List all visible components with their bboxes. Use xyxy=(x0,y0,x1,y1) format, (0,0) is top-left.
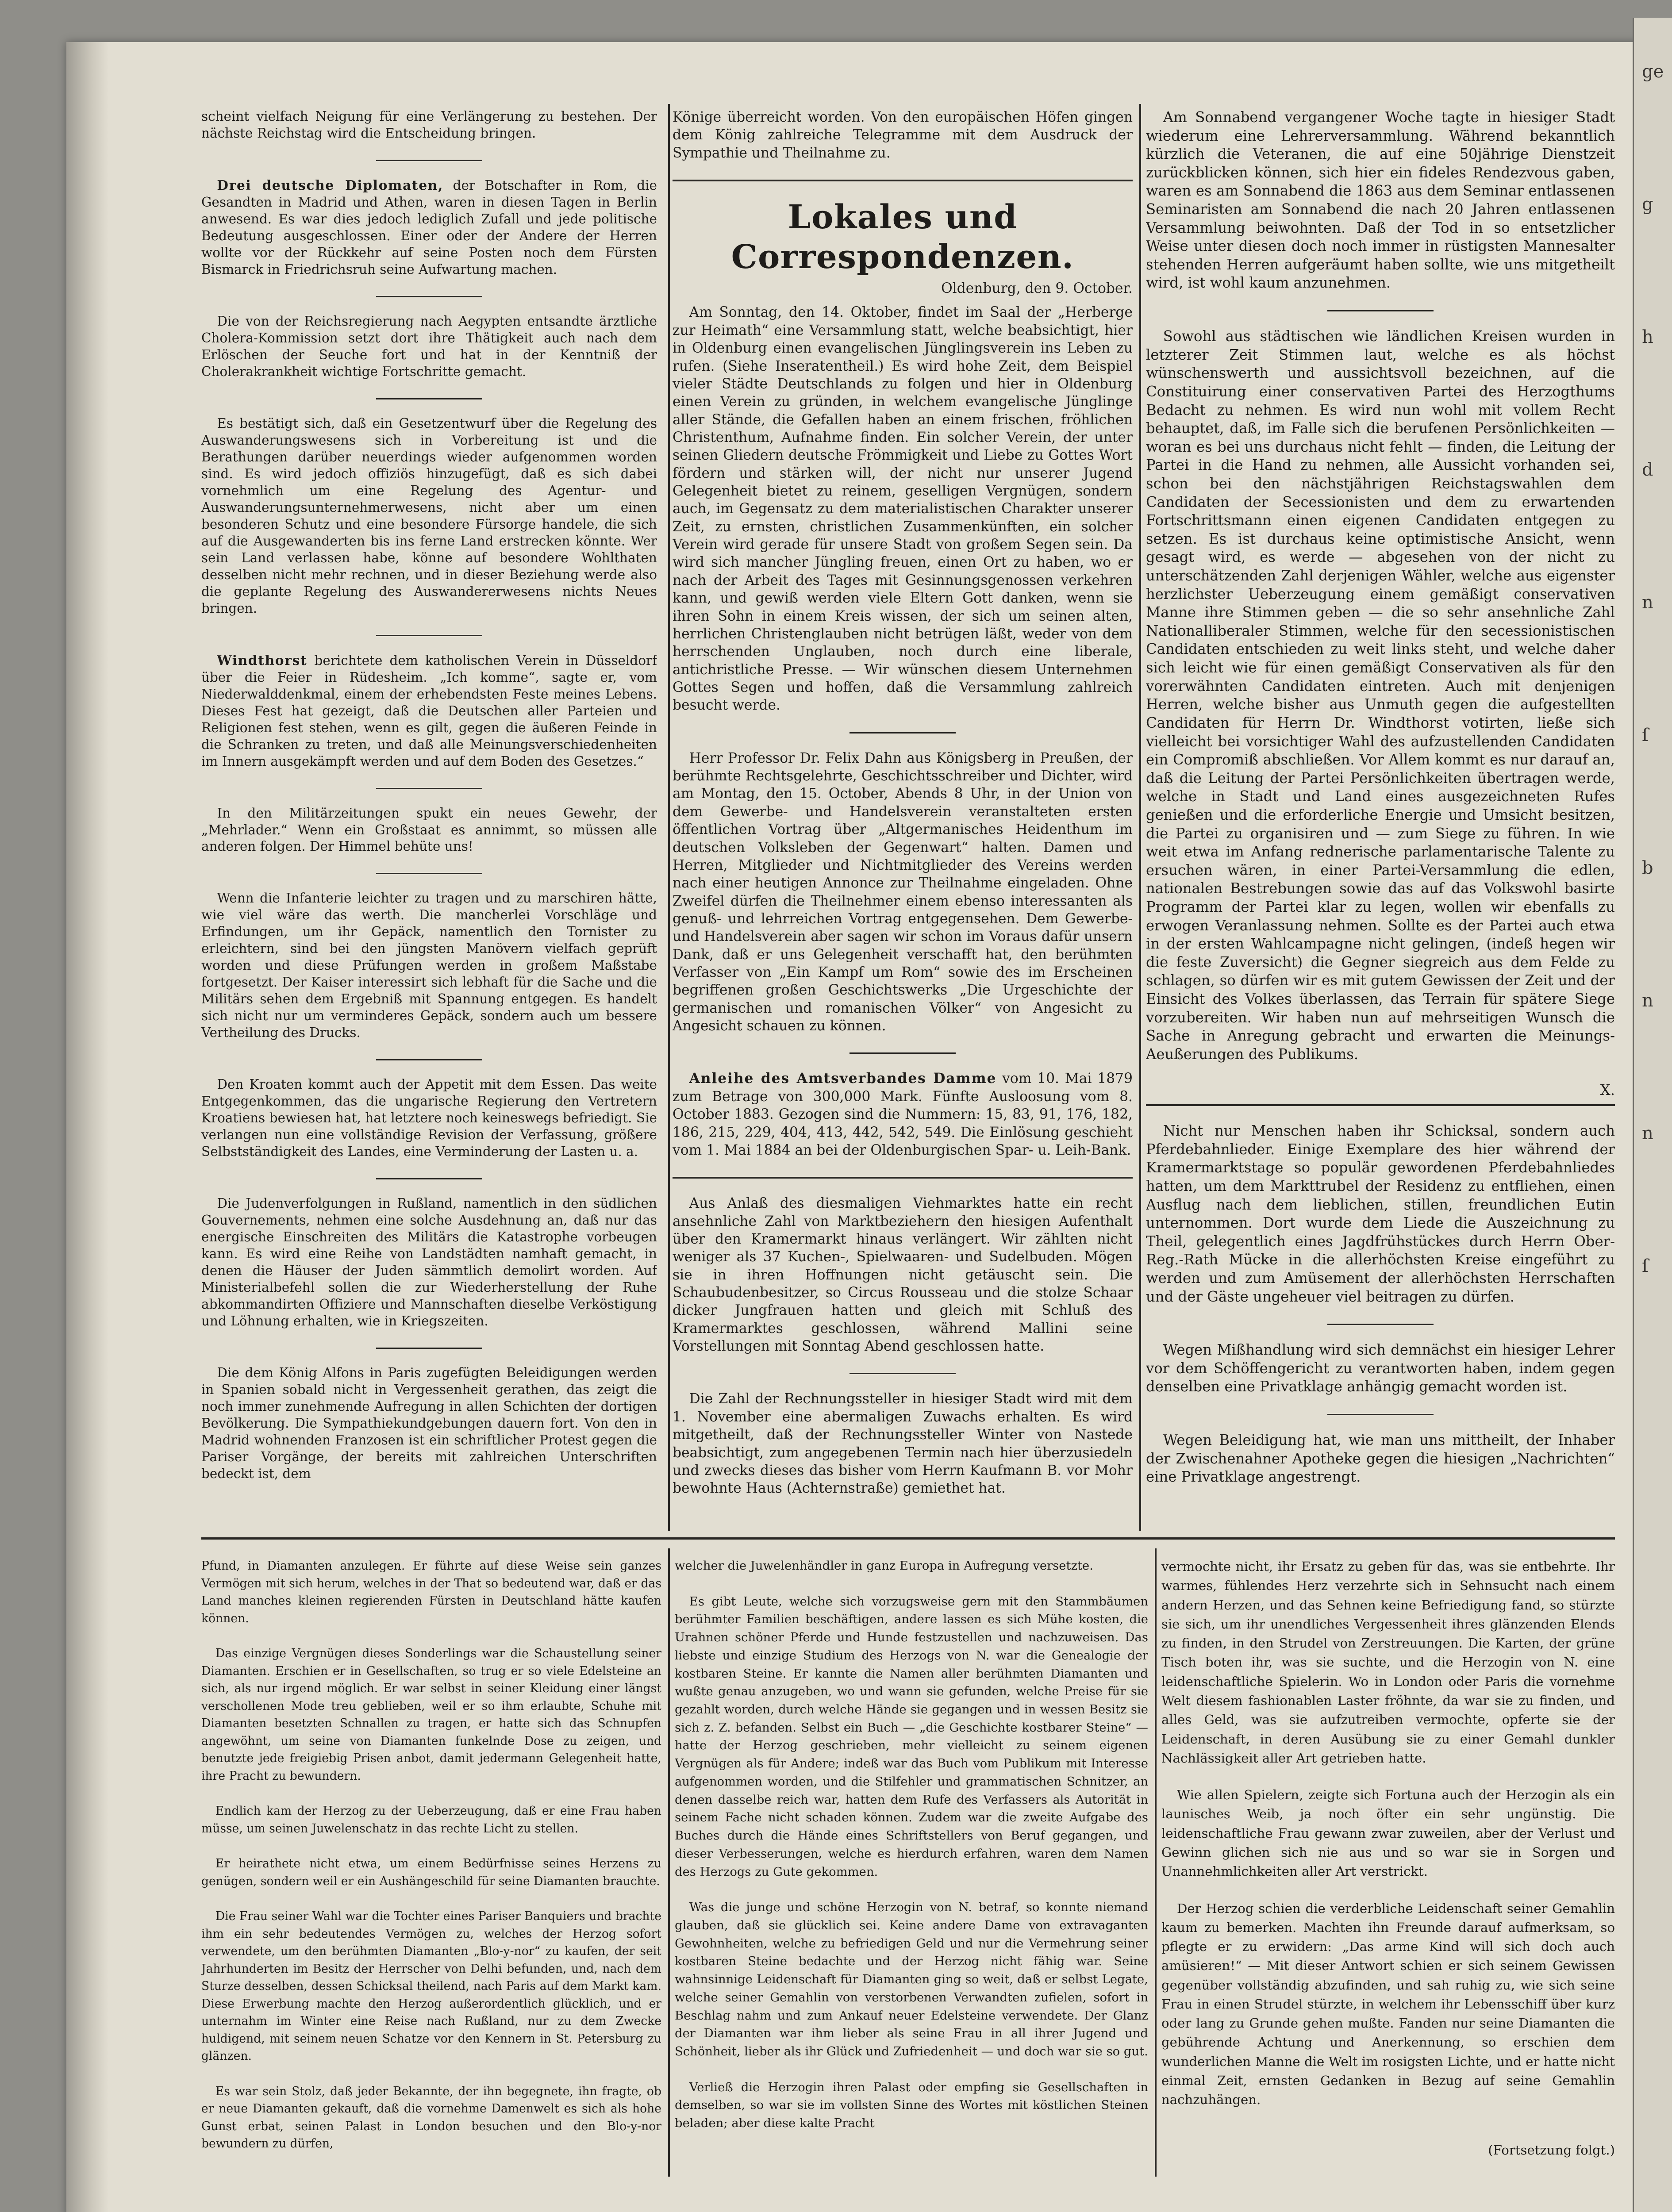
article-separator xyxy=(376,296,482,297)
article-paragraph xyxy=(673,303,1133,714)
edge-text-fragment: ge xyxy=(1642,61,1664,82)
continuation-note: (Fortsetzung folgt.) xyxy=(1488,2142,1615,2158)
article-text: vermochte nicht, ihr Ersatz zu geben für das, was sie entbehrte. Ihr warmes, fühlendes Herz verzehrte sich in Sehnsucht nach einem andern Herzen, und das Sehnen keine Befriedigung fand, so stürzte sie sich, um ihr unendliches Vergessenheit ihres glänzenden Elends zu finden, in den Strudel von Zerstreuungen. Die Karten, der grüne Tisch boten ihr, was sie suchte, und die Herzogin von N. eine leidenschaftliche Spielerin. Wo in London oder Paris die vornehme Welt diesem fashionablen Laster fröhnte, da war sie zu finden, und alles Geld, was sie aufzutreiben vermochte, opferte sie der Leidenschaft, in deren Ausübung sie zu einer Gemahl dunkler Nachlässigkeit aller Art getrieben hatte. xyxy=(1161,1559,1615,1766)
article-text: Die von der Reichsregierung nach Aegypten entsandte ärztliche Cholera-Kommission setzt dort ihre Thätigkeit auch nach dem Erlöschen der Seuche fort und hat in der Kenntniß der Cholerakrankheit wichtige Fortschritte gemacht. xyxy=(201,313,657,379)
column-rule-1 xyxy=(668,104,670,1531)
article-lead: Anleihe des Amtsverbandes Damme xyxy=(689,1071,997,1087)
dateline: Oldenburg, den 9. October. xyxy=(941,280,1133,297)
article-text: Endlich kam der Herzog zu der Ueberzeugung, daß er eine Frau haben müsse, um seinen Juwelenschatz in das rechte Licht zu stellen. xyxy=(201,1804,661,1836)
article-separator xyxy=(376,1059,482,1060)
article-text: scheint vielfach Neigung für eine Verlängerung zu bestehen. Der nächste Reichstag wird die Entscheidung bringen. xyxy=(201,109,657,141)
article-text: Es bestätigt sich, daß ein Gesetzentwurf über die Regelung des Auswanderungswesens sich in Vorbereitung ist und die Berathungen darüber neuerdings wieder aufgenommen worden sind. Es wird jedoch offiziös hinzugefügt, daß es sich dabei vornehmlich um eine Regelung des Agentur- und Auswanderungsunternehmerwesens, nicht aber um einen besonderen Schutz und eine besondere Fürsorge handele, die sich auf die Ausgewanderten bis ins ferne Land erstrecken könnte. Wer sein Land verlassen habe, könne auf besondere Wohlthaten desselben nicht mehr rechnen, und in dieser Beziehung werde also die geplante Regelung des Auswandererwesens nichts Neues bringen. xyxy=(201,415,657,616)
edge-text-fragment: b xyxy=(1642,858,1653,878)
article-paragraph xyxy=(1146,108,1615,292)
article-text: Am Sonntag, den 14. Oktober, findet im Saal der „Herberge zur Heimath“ eine Versammlung statt, welche beabsichtigt, hier in Oldenburg einen evangelischen Jünglingsverein ins Leben zu rufen. (Siehe Inseratentheil.) Es wird hohe Zeit, dem Beispiel vieler Städte Deutschlands zu folgen und hier in Oldenburg einen Verein zu gründen, in welchem evangelische Jünglinge aller Stände, die Gefallen haben an einem frischen, fröhlichen Christenthum, Aufnahme finden. Ein solcher Verein, der unter seinen Gliedern deutsche Frömmigkeit und Liebe zu Gottes Wort fördern und stärken will, der nicht nur unserer Jugend Gelegenheit bietet zu reinem, geselligen Vergnügen, sondern auch, im Gegensatz zu dem materialistischen Charakter unserer Zeit, zu ernsten, christlichen Zusammenkünften, ein solcher Verein wird gerade für unsere Stadt von großem Segen sein. Da wird sich mancher Jüngling freuen, einen Ort zu haben, wo er nach der Arbeit des Tages mit Gesinnungsgenossen verkehren kann, und gewiß werden viele Eltern Gott danken, wenn sie ihren Sohn in einem Kreis wissen, der sich um seinen alten, herrlichen Christenglauben nicht betrügen läßt, weder von dem herrschenden Unglauben, noch durch eine liberale, antichristliche Presse. — Wir wünschen diesem Unternehmen Gottes Segen und hoffen, daß die Versammlung zahlreich besucht werde. xyxy=(673,304,1133,714)
article-paragraph xyxy=(201,1855,661,1890)
article-separator xyxy=(376,788,482,789)
article-paragraph xyxy=(201,1645,661,1785)
article-paragraph xyxy=(675,2079,1148,2133)
article-text: Den Kroaten kommt auch der Appetit mit dem Essen. Das weite Entgegenkommen, das die ungarische Regierung den Vertretern Kroatiens bewiesen hat, hat letztere noch keineswegs befriedigt. Sie verlangen nun eine vollständige Revision der Verfassung, größere Selbstständigkeit des Landes, eine Verminderung der Lasten u. a. xyxy=(201,1077,657,1160)
article-text: Verließ die Herzogin ihren Palast oder empfing sie Gesellschaften in demselben, so war sie im vollsten Sinne des Wortes mit köstlichen Steinen beladen; aber diese kalte Pracht xyxy=(675,2080,1148,2131)
adjacent-page-edge xyxy=(1633,18,1672,2212)
article-text: Herr Professor Dr. Felix Dahn aus Königsberg in Preußen, der berühmte Rechtsgelehrte, Geschichtsschreiber und Dichter, wird am Montag, den 15. October, Abends 8 Uhr, in der Union von dem Gewerbe- und Handelsverein veranstalteten ersten öffentlichen Vortrag über „Altgermanisches Heidenthum im deutschen Volksleben der Gegenwart“ halten. Damen und Herren, Mitglieder und Nichtmitglieder des Vereins werden nach einer heutigen Annonce zur Theilnahme eingeladen. Ohne Zweifel dürfen die Theilnehmer einem ebenso interessanten als genuß- und lehrreichen Vortrag entgegensehen. Dem Gewerbe- und Handelsverein aber sagen wir schon im Voraus dafür unsern Dank, daß er uns Gelegenheit verschafft hat, den berühmten Verfasser von „Ein Kampf um Rom“ sowie des im Erscheinen begriffenen großen Geschichtswerks „Die Urgeschichte der germanischen und romanischen Völker“ von Angesicht zu Angesicht schauen zu können. xyxy=(673,750,1133,1034)
article-separator xyxy=(376,160,482,161)
article-paragraph xyxy=(673,1194,1133,1355)
article-text: der Botschafter in Rom, die Gesandten in Madrid und Athen, waren in diesen Tagen in Berlin anwesend. Es war dies jedoch lediglich Zufall und jede politische Bedeutung ausgeschlossen. Einer oder der Andere der Herren wollte vor der Rückkehr auf seine Posten noch dem Fürsten Bismarck in Friedrichsruh seine Aufwartung machen. xyxy=(201,177,657,277)
article-text: Der Herzog schien die verderbliche Leidenschaft seiner Gemahlin kaum zu bemerken. Machten ihn Freunde darauf aufmerksam, so pflegte er zu erwidern: „Das arme Kind will sich doch auch amüsieren!“ — Mit dieser Antwort schien er sich seinem Gewissen gegenüber vollständig abzufinden, und sah ruhig zu, wie sich seine Frau in einen Strudel stürzte, in welchem ihr Lebensschiff über kurz oder lang zu Grunde gehen mußte. Fanden nur seine Diamanten die gebührende Achtung und Anerkennung, so erschien dem wunderlichen Manne die Welt im rosigsten Lichte, und er hatte nicht einmal Zeit, ernsten Gedanken in Bezug auf seine Gemahlin nachzuhängen. xyxy=(1161,1901,1615,2108)
article-paragraph xyxy=(201,177,657,278)
article-separator xyxy=(849,732,956,733)
top-column-2 xyxy=(673,108,1133,1515)
article-separator xyxy=(376,398,482,399)
article-text: Die Judenverfolgungen in Rußland, namentlich in den südlichen Gouvernements, nehmen eine solche Ausdehnung an, daß nur das energische Einschreiten des Militärs die Katastrophe vorbeugen kann. Es wird eine Reihe von Landstädten namhaft gemacht, in denen die Häuser der Juden sämmtlich demolirt worden. Auf Ministerialbefehl sollen die zur Wiederherstellung der Ruhe abkommandirten Offiziere und Mannschaften dieselbe Verköstigung und Löhnung erhalten, wie in Kriegszeiten. xyxy=(201,1196,657,1329)
article-paragraph xyxy=(673,1070,1133,1159)
section-rule xyxy=(1146,1104,1615,1106)
article-text: Was die junge und schöne Herzogin von N. betraf, so konnte niemand glauben, daß sie glücklich sei. Keine andere Dame von extravaganten Gewohnheiten, welche zu befriedigen Geld und nur die Vermehrung seiner kostbaren Steine bedachte und der Herzog nicht fähig war. Seine wahnsinnige Leidenschaft für Diamanten ging so weit, daß er selbst Legate, welche seiner Gemahlin von verstorbenen Verwandten zufielen, sofort in Beschlag nahm und zum Ankauf neuer Edelsteine verwendete. Der Glanz der Diamanten war ihm lieber als seine Frau in all ihrer Jugend und Schönheit, lieber als ihr Glück und Zufriedenheit — und doch war sie so gut. xyxy=(675,1901,1148,2058)
article-text: vom 10. Mai 1879 zum Betrage von 300,000 Mark. Fünfte Ausloosung vom 8. October 1883. Gezogen sind die Nummern: 15, 83, 91, 176, 182, 186, 215, 229, 404, 413, 442, 542, 549. Die Einlösung geschieht vom 1. Mai 1884 an bei der Oldenburgischen Spar- u. Leih-Bank. xyxy=(673,1071,1133,1158)
article-paragraph xyxy=(675,1899,1148,2061)
article-text: Es gibt Leute, welche sich vorzugsweise gern mit den Stammbäumen berühmter Familien beschäftigen, andere lassen es sich Mühe kosten, die Urahnen schöner Pferde und Hunde festzustellen und nachzuweisen. Das liebste und einzige Studium des Herzogs von N. war die Genealogie der kostbaren Steine. Er kannte die Namen aller berühmten Diamanten und wußte genau anzugeben, wo und wann sie gefunden, welche Preise für sie gezahlt worden, durch welche Hände sie gegangen und in wessen Besitz sie sich z. Z. befanden. Selbst ein Buch — „die Geschichte kostbarer Steine“ — hatte der Herzog geschrieben, mehr vielleicht zu seinem eigenen Vergnügen als für Andere; indeß war das Buch vom Publikum mit Interesse aufgenommen worden, und die Stilfehler und grammatischen Schnitzer, an denen dasselbe reich war, hatten dem Rufe des Verfassers als Autorität in seinem Fache nicht schaden können. Zudem war die zweite Aufgabe des Buches durch die Hände eines Schriftstellers von Beruf gegangen, und dieser Verbesserungen, welche es hierdurch erfahren, waren dem Namen des Herzogs zu Gute gekommen. xyxy=(675,1594,1148,1879)
article-text: Er heirathete nicht etwa, um einem Bedürfnisse seines Herzens zu genügen, sondern weil er ein Aushängeschild für seine Diamanten brauchte. xyxy=(201,1857,661,1888)
top-column-1 xyxy=(201,108,657,1500)
article-text: Wegen Beleidigung hat, wie man uns mittheilt, der Inhaber der Zwischenahner Apotheke gegen die hiesigen „Nachrichten“ eine Privatklage angestrengt. xyxy=(1146,1432,1615,1486)
article-text: Wenn die Infanterie leichter zu tragen und zu marschiren hätte, wie viel wäre das werth. Die mancherlei Vorschläge und Erfindungen, um ihr Gepäck, namentlich den Tornister zu erleichtern, sind bei den jüngsten Manövern vielfach geprüft worden und diese Prüfungen werden in großem Maßstabe fortgesetzt. Der Kaiser interessirt sich lebhaft für die Sache und die Militärs sehen dem Ergebniß mit Spannung entgegen. Es handelt sich nicht nur um verminderes Gepäck, sondern auch um bessere Vertheilung des Drucks. xyxy=(201,891,657,1041)
article-paragraph xyxy=(1146,327,1615,1064)
article-text: Das einzige Vergnügen dieses Sonderlings war die Schaustellung seiner Diamanten. Erschien er in Gesellschaften, so trug er so viele Edelsteine an sich, als nur irgend möglich. Er war selbst in seiner Kleidung einer längst verschollenen Mode treu geblieben, weil er so ihm erlaubte, Schuhe mit Diamanten besetzten Schnallen zu tragen, er hatte sich das Schnupfen angewöhnt, um seine von Diamanten funkelnde Dose zu zeigen, und benutzte jede freigiebig Prisen anbot, damit jedermann Gelegenheit hatte, ihre Pracht zu bewundern. xyxy=(201,1647,661,1783)
article-paragraph xyxy=(201,108,657,142)
article-paragraph xyxy=(201,1557,661,1627)
article-paragraph xyxy=(201,652,657,770)
article-separator xyxy=(1327,310,1434,311)
article-signoff: X. xyxy=(1600,1082,1615,1099)
feuilleton-column-rule-1 xyxy=(668,1548,670,2177)
article-separator xyxy=(849,1373,956,1374)
article-paragraph xyxy=(201,805,657,856)
article-paragraph xyxy=(201,1365,657,1482)
article-text: Aus Anlaß des diesmaligen Viehmarktes hatte ein recht ansehnliche Zahl von Marktbeziehern den hiesigen Aufenthalt über den Kramermarkt hinaus verlängert. Wir zählten nicht weniger als 37 Kuchen-, Spielwaaren- und Sudelbuden. Mögen sie in ihren Hoffnungen nicht getäuscht sein. Die Schaubudenbesitzer, so Circus Rousseau und die stolze Schaar dicker Jungfrauen hatten und gleich mit Schluß des Kramermarktes geschlossen, während Mallini seine Vorstellungen mit Sonntag Abend geschlossen hatte. xyxy=(673,1195,1133,1355)
article-paragraph xyxy=(201,1076,657,1160)
edge-text-fragment: ſ xyxy=(1642,725,1649,745)
article-separator xyxy=(376,1178,482,1179)
article-paragraph xyxy=(1146,1431,1615,1486)
section-rule xyxy=(673,180,1133,181)
article-lead: Drei deutsche Diplomaten, xyxy=(217,177,444,193)
column-rule-2 xyxy=(1139,104,1141,1531)
article-paragraph xyxy=(1146,1341,1615,1396)
feuilleton-column-3 xyxy=(1161,1557,1615,2160)
article-paragraph xyxy=(201,415,657,617)
article-paragraph xyxy=(675,1593,1148,1882)
article-text: Könige überreicht worden. Von den europäischen Höfen gingen dem König zahlreiche Telegramme mit dem Ausdruck der Sympathie und Theilnahme zu. xyxy=(673,109,1133,161)
article-paragraph xyxy=(673,1390,1133,1497)
article-separator xyxy=(1327,1414,1434,1415)
section-rule xyxy=(673,1177,1133,1179)
article-text: berichtete dem katholischen Verein in Düsseldorf über die Feier in Rüdesheim. „Ich komme“, sagte er, vom Niederwalddenkmal, einem der erhebendsten Feste meines Lebens. Dieses Fest hat gezeigt, daß die Deutschen aller Parteien und Religionen fest stehen, wenn es gilt, gegen die äußeren Feinde in die Schranken zu treten, und daß alle Meinungsverschiedenheiten im Innern ausgekämpft werden und auf dem Boden des Gesetzes.“ xyxy=(201,653,657,769)
article-paragraph xyxy=(1161,1899,1615,2110)
edge-text-fragment: h xyxy=(1642,327,1653,347)
article-separator xyxy=(376,635,482,636)
article-paragraph xyxy=(673,749,1133,1035)
article-text: Die Zahl der Rechnungssteller in hiesiger Stadt wird mit dem 1. November eine abermaligen Zuwachs erhalten. Es wird mitgetheilt, daß der Rechnungssteller Winter von Nastede beabsichtigt, zum angegebenen Termin nach hier überzusiedeln und zwecks dieses das bisher vom Herrn Kaufmann B. vor Mohr bewohnte Haus (Achternstraße) gemiethet hat. xyxy=(673,1391,1133,1497)
article-paragraph xyxy=(201,313,657,380)
edge-text-fragment: ſ xyxy=(1642,1256,1649,1276)
feuilleton-column-1 xyxy=(201,1557,661,2170)
article-text: Die Frau seiner Wahl war die Tochter eines Pariser Banquiers und brachte ihm ein sehr bedeutendes Vermögen zu, welches der Herzog sofort verwendete, um den berühmten Diamanten „Blo-y-nor“ zu kaufen, der seit Jahrhunderten im Besitz der Herrscher von Delhi befunden, und, nach dem Sturze desselben, dessen Schicksal theilend, nach Paris auf dem Markt kam. Diese Erwerbung machte den Herzog außerordentlich glücklich, und er unternahm im Winter eine Reise nach Rußland, nur zu dem Zwecke huldigend, mit seinem neuen Schatze vor den Kennern in St. Petersburg zu glänzen. xyxy=(201,1909,661,2063)
article-paragraph xyxy=(201,2083,661,2153)
article-separator xyxy=(376,1348,482,1349)
article-text: In den Militärzeitungen spukt ein neues Gewehr, der „Mehrlader.“ Wenn ein Großstaat es annimmt, so müssen alle anderen folgen. Der Himmel behüte uns! xyxy=(201,805,657,854)
feuilleton-column-2 xyxy=(675,1557,1148,2151)
article-paragraph xyxy=(675,1557,1148,1575)
article-separator xyxy=(376,873,482,874)
section-headline: Lokales und Correspondenzen. xyxy=(731,198,1074,276)
article-text: Am Sonnabend vergangener Woche tagte in hiesiger Stadt wiederum eine Lehrerversammlung. Während bekanntlich kürzlich die Veteranen, die auf eine 50jährige Dienstzeit zurückblicken können, sich hier ein fideles Rendezvous gaben, waren es am Sonnabend die 1863 aus dem Seminar entlassenen Seminaristen am Sonnabend die nach 20 Jahren entlassenen Versammlung beiwohnten. Daß der Tod in so entsetzlicher Weise unter diesen doch noch immer in rüstigsten Mannesalter stehenden Herren aufgeräumt haben sollte, wie uns mitgetheilt wird, ist wohl kaum anzunehmen. xyxy=(1146,109,1615,292)
article-text: Pfund, in Diamanten anzulegen. Er führte auf diese Weise sein ganzes Vermögen mit sich herum, welches in der That so bedeutend war, daß er das Land manches kleinen regierenden Fürsten in Deutschland hätte kaufen können. xyxy=(201,1559,661,1625)
edge-text-fragment: d xyxy=(1642,460,1653,480)
article-paragraph xyxy=(201,1195,657,1330)
article-text: welcher die Juwelenhändler in ganz Europa in Aufregung versetzte. xyxy=(675,1559,1094,1573)
article-paragraph xyxy=(1161,1557,1615,1768)
article-paragraph xyxy=(201,1802,661,1837)
article-separator xyxy=(1327,1324,1434,1325)
binding-gutter xyxy=(66,42,108,2212)
article-paragraph xyxy=(1161,1786,1615,1881)
article-text: Die dem König Alfons in Paris zugefügten Beleidigungen werden in Spanien sobald nicht in Vergessenheit gerathen, das zeigt die noch immer zunehmende Aufregung in allen Schichten der dortigen Bevölkerung. Die Sympathiekundgebungen dauern fort. Von den in Madrid wohnenden Franzosen ist ein schriftlicher Protest gegen die Pariser Vorgänge, der bereits mit zahlreichen Unterschriften bedeckt ist, dem xyxy=(201,1365,657,1482)
edge-text-fragment: n xyxy=(1642,991,1653,1011)
feuilleton-column-rule-2 xyxy=(1155,1548,1157,2177)
edge-text-fragment: n xyxy=(1642,592,1653,613)
article-text: Nicht nur Menschen haben ihr Schicksal, sondern auch Pferdebahnlieder. Einige Exemplare des hier während der Kramermarktstage so populär gewordenen Pferdebahnliedes hatten, um dem Markttrubel der Residenz zu entfliehen, einen Ausflug nach dem lieblichen, stillen, freundlichen Eutin unternommen. Dort wurde dem Liede die Auszeichnung zu Theil, gelegentlich eines Jagdfrühstückes durch Herrn Ober-Reg.-Rath Mücke in die allerhöchsten Kreise eingeführt zu werden und zum Amüsement der allerhöchsten Herrschaften und der Gäste ungeheuer viel beitragen zu dürfen. xyxy=(1146,1122,1615,1305)
article-lead: Windthorst xyxy=(217,652,307,668)
article-separator xyxy=(849,1052,956,1054)
article-paragraph xyxy=(673,108,1133,162)
article-text: Sowohl aus städtischen wie ländlichen Kreisen wurden in letzterer Zeit Stimmen laut, welche es als höchst wünschenswerth und aussichtsvoll bezeichnen, auf die Constituirung einer conservativen Partei des Herzogthums Bedacht zu nehmen. Es wird nun wohl mit vollem Recht behauptet, daß, im Falle sich die berufenen Persönlichkeiten — woran es bei uns durchaus nicht fehlt — finden, die Leitung der Partei in die Hand zu nehmen, alle Aussicht vorhanden sei, schon bei den nächstjährigen Reichstagswahlen dem Candidaten der Secessionisten und dem zu erwartenden Fortschrittsmann einen eigenen Candidaten entgegen zu setzen. Es ist durchaus keine optimistische Ansicht, wenn gesagt wird, es werde — abgesehen von der nicht zu unterschätzenden Zahl derjenigen Wähler, welche aus eigenster herzlichster Ueberzeugung einem gemäßigt conservativen Manne ihre Stimmen geben — die so sehr ansehnliche Zahl Nationalliberaler Stimmen, welche für den secessionistischen Candidaten entschieden zu weit links steht, und welche daher sich leicht wie für einen gemäßigt Conservativen als für den vorerwähnten Candidaten eintreten. Auch mit denjenigen Herren, welche bisher aus Unmuth gegen die aufgestellten Candidaten für Herrn Dr. Windthorst votirten, ließe sich vielleicht bei vorsichtiger Wahl des aufzustellenden Candidaten ein Compromiß abschließen. Vor Allem kommt es nur darauf an, daß die Leitung der Partei Persönlichkeiten übertragen werde, welche in Stadt und Land eines ausgezeichneten Rufes genießen und die erforderliche Energie und Umsicht besitzen, die Partei zu organisiren und — zum Siege zu führen. In wie weit etwa im Anfang rednerische parlamentarische Talente zu ersuchen wären, in einer Partei-Versammlung die edlen, nationalen Bestrebungen sowie das auf das Volkswohl basirte Programm der Partei klar zu legen, wollen wir ebenfalls zu erwogen Veranlassung nehmen. Sollte es der Partei auch etwa in der ersten Wahlcampagne nicht gelingen, (indeß hegen wir die feste Zuversicht) die Gegner siegreich aus dem Felde zu schlagen, so dürfen wir es mit gutem Gewissen der Zeit und der Einsicht des Volkes überlassen, das Terrain für spätere Siege vorzubereiten. Wir haben nun auf mehrseitigen Wunsch die Sache in Anregung gebracht und erwarten die Meinungs-Aeußerungen des Publikums. xyxy=(1146,328,1615,1063)
edge-text-fragment: n xyxy=(1642,1123,1653,1144)
article-paragraph xyxy=(201,1908,661,2065)
article-text: Es war sein Stolz, daß jeder Bekannte, der ihn begegnete, ihn fragte, ob er neue Diamanten gekauft, daß die vornehme Damenwelt es sich als hohe Gunst erbat, seinen Palast in London besuchen und den Blo-y-nor bewundern zu dürfen, xyxy=(201,2084,661,2151)
top-column-3 xyxy=(1146,108,1615,1504)
article-text: Wegen Mißhandlung wird sich demnächst ein hiesiger Lehrer vor dem Schöffengericht zu verantworten haben, indem gegen denselben eine Privatklage anhängig gemacht worden ist. xyxy=(1146,1341,1615,1395)
feuilleton-rule xyxy=(201,1537,1615,1540)
article-paragraph xyxy=(201,890,657,1041)
edge-text-fragment: g xyxy=(1642,194,1653,215)
article-paragraph xyxy=(1146,1122,1615,1306)
article-text: Wie allen Spielern, zeigte sich Fortuna auch der Herzogin als ein launisches Weib, ja noch öfter ein sehr ungünstig. Die leidenschaftliche Frau gewann zwar zuweilen, aber der Verlust und Gewinn glichen sich nie aus und so war sie in Sorgen und Unannehmlichkeiten aller Art verstrickt. xyxy=(1161,1787,1615,1879)
